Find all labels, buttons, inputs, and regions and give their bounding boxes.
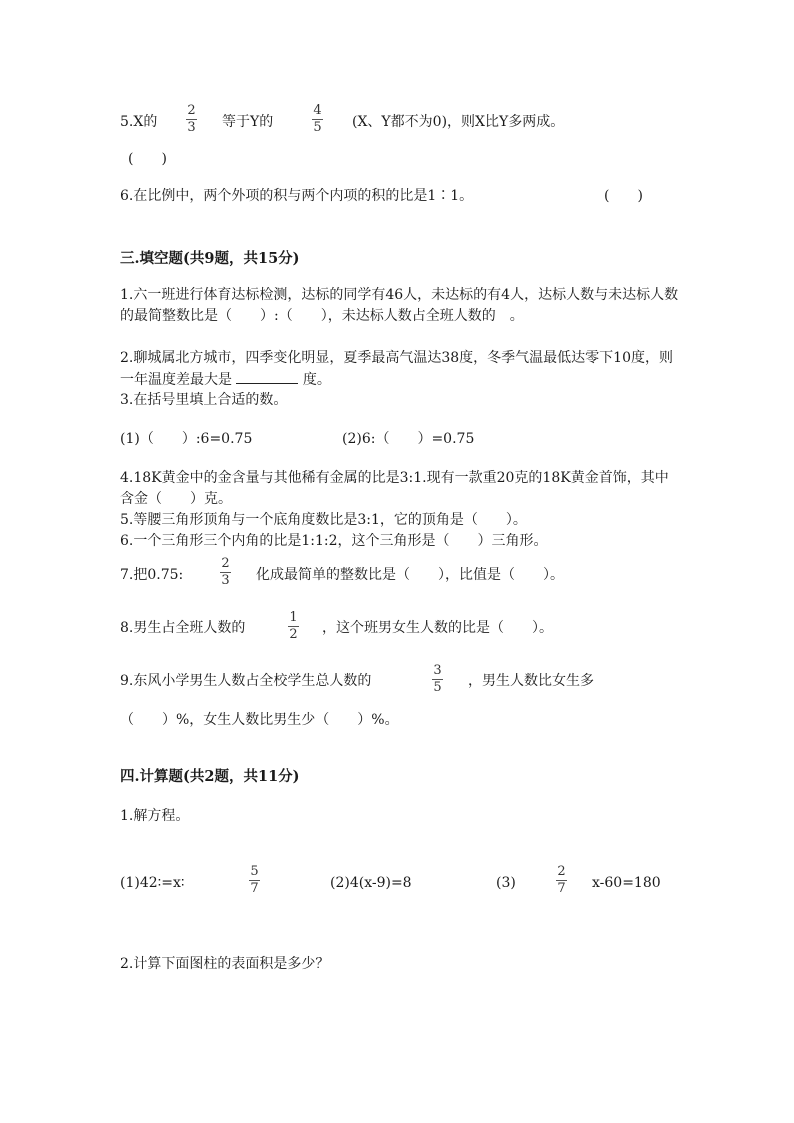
fill-q1: 1.六一班进行体育达标检测，达标的同学有46人，未达标的有4人，达标人数与未达标人数的最简整数比是（ ）:（ ），未达标人数占全班人数的 。 <box>120 287 679 324</box>
fill-q8-fraction <box>288 611 299 642</box>
calc-eq1-fraction <box>249 865 260 896</box>
fill-q7-text-1: 7.把0.75: <box>120 567 184 583</box>
fraction-numerator: 4 <box>313 103 322 118</box>
fill-q3-part1: (1)（ ）:6=0.75 <box>120 431 253 447</box>
fill-q9-fraction <box>432 664 443 695</box>
fraction-numerator: 1 <box>289 610 298 625</box>
fill-q8-text-2: ，这个班男女生人数的比是（ ）。 <box>322 620 553 636</box>
section4-title: 四.计算题(共2题，共11分) <box>120 768 300 785</box>
fraction-denominator: 3 <box>221 573 230 588</box>
calc-eq3-fraction <box>556 865 567 896</box>
judge-q5-text-3: (X、Y都不为0)，则X比Y多两成。 <box>352 114 565 130</box>
fill-q2 <box>120 348 680 391</box>
fill-q9-text-1: 9.东风小学男生人数占全校学生总人数的 <box>120 673 372 689</box>
judge-q6-text: 6.在比例中，两个外项的积与两个内项的积的比是1∶1。 <box>120 188 474 204</box>
fill-q2-text: 2.聊城属北方城市，四季变化明显，夏季最高气温达38度，冬季气温最低达零下10度，则一年温度差最大是 <box>120 350 673 388</box>
fill-q4: 4.18K黄金中的金含量与其他稀有金属的比是3:1.现有一款重20克的18K黄金首饰，其中含金（ ）克。 <box>120 470 669 507</box>
fraction-numerator: 5 <box>250 864 259 879</box>
calc-eq3-text: x-60=180 <box>592 875 661 891</box>
fraction-denominator: 7 <box>250 881 259 896</box>
fraction-denominator: 5 <box>433 680 442 695</box>
judge-q5-answer-paren[interactable]: ( ) <box>128 151 167 167</box>
fraction-numerator: 2 <box>187 103 196 118</box>
fill-q5: 5.等腰三角形顶角与一个底角度数比是3:1，它的顶角是（ ）。 <box>120 512 527 528</box>
fill-q2-unit: 度。 <box>302 372 331 388</box>
judge-q5-fraction-2 <box>312 104 323 135</box>
fill-q7-fraction <box>220 557 231 588</box>
fill-q9-line2: （ ）%，女生人数比男生少（ ）%。 <box>120 712 399 728</box>
judge-q5-text-2: 等于Y的 <box>222 114 274 130</box>
fraction-denominator: 3 <box>187 120 196 135</box>
fraction-denominator: 5 <box>313 120 322 135</box>
section3-title: 三.填空题(共9题，共15分) <box>120 250 300 267</box>
fill-q7-text-2: 化成最简单的整数比是（ ），比值是（ ）。 <box>256 567 564 583</box>
calc-eq2: (2)4(x-9)=8 <box>330 875 412 891</box>
judge-q5-text-1: 5.X的 <box>120 114 158 130</box>
fill-q3-part2: (2)6:（ ）=0.75 <box>342 431 475 447</box>
fraction-numerator: 3 <box>433 663 442 678</box>
fill-q6: 6.一个三角形三个内角的比是1:1:2，这个三角形是（ ）三角形。 <box>120 533 548 549</box>
calc-q2: 2.计算下面图柱的表面积是多少？ <box>120 956 330 972</box>
fill-q9-text-2: ，男生人数比女生多 <box>468 673 594 689</box>
fill-q3: 3.在括号里填上合适的数。 <box>120 392 288 408</box>
judge-q5-fraction-1 <box>186 104 197 135</box>
calc-eq1-text: (1)42∶=x∶ <box>120 875 185 891</box>
fraction-denominator: 2 <box>289 627 298 642</box>
fraction-denominator: 7 <box>557 881 566 896</box>
fill-q8-text-1: 8.男生占全班人数的 <box>120 620 246 636</box>
fraction-numerator: 2 <box>557 864 566 879</box>
calc-eq3-label: (3) <box>496 875 516 891</box>
calc-q1: 1.解方程。 <box>120 808 190 824</box>
fill-q2-blank[interactable] <box>236 369 298 384</box>
judge-q6-answer-paren[interactable]: ( ) <box>604 188 643 204</box>
fraction-numerator: 2 <box>221 556 230 571</box>
